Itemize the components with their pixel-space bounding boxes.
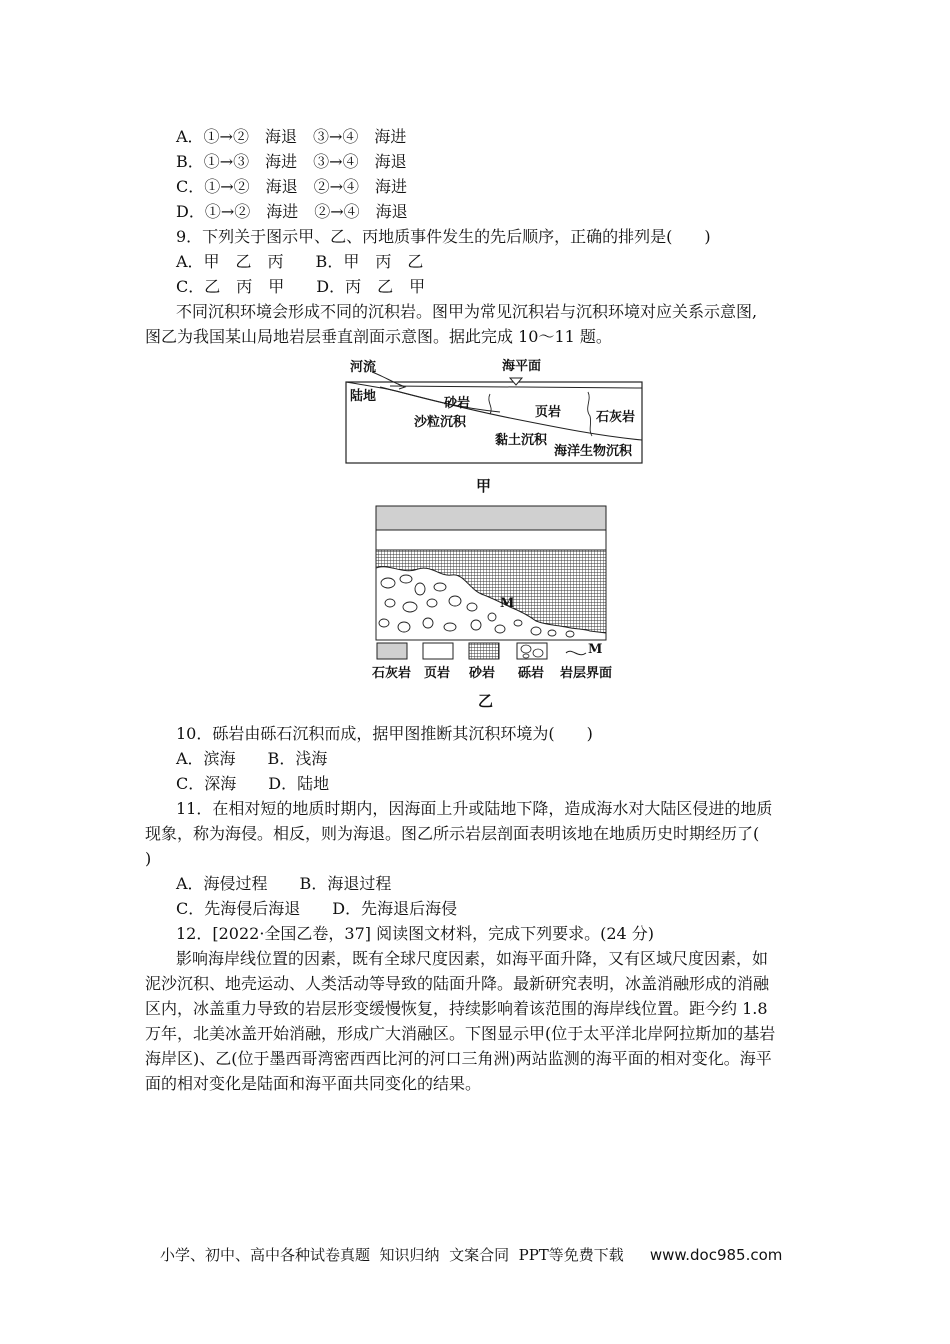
legend-boundary-icon — [566, 651, 586, 654]
q10-options-row2: C．深海 D．陆地 — [176, 774, 330, 793]
legend-label-boundary: 岩层界面 — [560, 666, 613, 681]
q11-options-row1: A．海侵过程 B．海退过程 — [176, 874, 392, 893]
legend-swatch-sandstone — [469, 643, 499, 659]
intro-line2: 图乙为我国某山局地岩层垂直剖面示意图。据此完成 10～11 题。 — [145, 327, 612, 346]
label-limestone: 石灰岩 — [596, 410, 636, 425]
figure-yi — [360, 503, 630, 683]
legend-label-limestone: 石灰岩 — [372, 666, 412, 681]
footer-url[interactable]: www.doc985.com — [649, 1246, 783, 1264]
q9-stem: 9．下列关于图示甲、乙、丙地质事件发生的先后顺序，正确的排列是( ) — [176, 227, 711, 246]
intro-line1: 不同沉积环境会形成不同的沉积岩。图甲为常见沉积岩与沉积环境对应关系示意图, — [176, 302, 758, 321]
q8-option-d: D．①→② 海进 ②→④ 海退 — [176, 202, 408, 221]
legend-swatch-limestone — [377, 643, 407, 659]
q9-options-row1: A．甲 乙 丙 B．甲 丙 乙 — [176, 252, 424, 271]
figure-jia-caption: 甲 — [476, 477, 492, 495]
legend-label-sandstone: 砂岩 — [469, 666, 496, 681]
marker-m: M — [500, 596, 515, 611]
q8-option-b: B．①→③ 海进 ③→④ 海退 — [176, 152, 407, 171]
label-land: 陆地 — [350, 389, 377, 404]
q12-para-line3: 区内，冰盖重力导致的岩层形变缓慢恢复，持续影响着该范围的海岸线位置。距今约 1.8 — [145, 999, 768, 1018]
legend-marker-m: M — [588, 642, 603, 657]
label-marine-bio-sediment: 海洋生物沉积 — [554, 444, 633, 459]
q11-stem-line1: 11．在相对短的地质时期内，因海面上升或陆地下降，造成海水对大陆区侵进的地质 — [176, 799, 773, 818]
q11-stem-line2: 现象，称为海侵。相反，则为海退。图乙所示岩层剖面表明该地在地质历史时期经历了( — [145, 824, 760, 843]
label-sandstone: 砂岩 — [444, 396, 471, 411]
label-sand-sediment: 沙粒沉积 — [414, 415, 467, 430]
legend-label-shale: 页岩 — [424, 666, 451, 681]
q12-para-line1: 影响海岸线位置的因素，既有全球尺度因素，如海平面升降，又有区域尺度因素，如 — [176, 949, 769, 968]
label-shale: 页岩 — [535, 405, 562, 420]
q8-option-c: C．①→② 海退 ②→④ 海进 — [176, 177, 408, 196]
q8-option-a: A．①→② 海退 ③→④ 海进 — [176, 127, 407, 146]
layer-limestone — [376, 506, 606, 530]
legend-swatch-shale — [423, 643, 453, 659]
label-river: 河流 — [350, 360, 377, 375]
figure-yi-caption: 乙 — [478, 692, 494, 710]
q9-options-row2: C．乙 丙 甲 D．丙 乙 甲 — [176, 277, 426, 296]
q12-para-line2: 泥沙沉积、地壳运动、人类活动等导致的陆面升降。最新研究表明，冰盖消融形成的消融 — [145, 974, 770, 993]
q12-para-line5: 海岸区)、乙(位于墨西哥湾密西西比河的河口三角洲)两站监测的海平面的相对变化。海平 — [145, 1049, 772, 1068]
legend — [372, 642, 612, 681]
footer — [160, 1244, 782, 1265]
label-sea-level: 海平面 — [502, 359, 542, 374]
layer-shale — [376, 530, 606, 550]
q12-stem: 12．[2022·全国乙卷，37] 阅读图文材料，完成下列要求。(24 分) — [176, 924, 655, 943]
q11-stem-line3: ) — [145, 849, 152, 868]
q10-stem: 10．砾岩由砾石沉积而成，据甲图推断其沉积环境为( ) — [176, 724, 593, 743]
q12-para-line6: 面的相对变化是陆面和海平面共同变化的结果。 — [145, 1074, 482, 1093]
footer-text: 小学、初中、高中各种试卷真题 知识归纳 文案合同 PPT等免费下载 — [160, 1246, 624, 1264]
legend-label-conglomerate: 砾岩 — [518, 666, 545, 681]
label-clay-sediment: 黏土沉积 — [495, 433, 548, 448]
q10-options-row1: A．滨海 B．浅海 — [176, 749, 328, 768]
q12-para-line4: 万年，北美冰盖开始消融，形成广大消融区。下图显示甲(位于太平洋北岸阿拉斯加的基岩 — [145, 1024, 776, 1043]
q11-options-row2: C．先海侵后海退 D．先海退后海侵 — [176, 899, 458, 918]
figure-jia — [330, 352, 660, 467]
